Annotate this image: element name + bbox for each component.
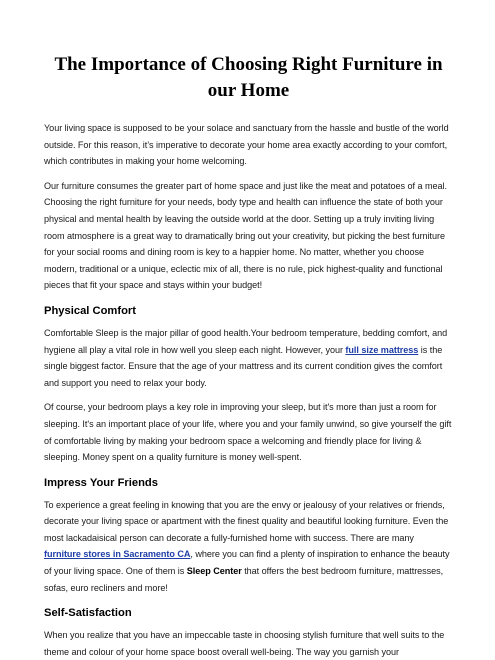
friends-text-before: To experience a great feeling in knowing that you are the envy or jealousy of your relatives or friends, decorate your living space or apartment with the finest quality and beautiful looking furniture. Even the most lackadaisical person can decorate a fully-furnished home with success. There are many bbox=[44, 499, 449, 543]
friends-text-after: that offers the best bedroom furniture, mattresses, sofas, euro recliners and more! bbox=[44, 566, 444, 593]
heading-impress-friends: Impress Your Friends bbox=[44, 476, 158, 489]
physical-text-before: Comfortable Sleep is the major pillar of good health.Your bedroom temperature, bedding comfort, and hygiene all play a vital role in how well you sleep each night. However, your bbox=[44, 327, 448, 355]
heading-self-satisfaction: Self-Satisfaction bbox=[44, 607, 132, 620]
physical-paragraph-1 bbox=[44, 325, 453, 391]
furniture-stores-link[interactable]: furniture stores in Sacramento CA bbox=[44, 549, 191, 560]
page-title: The Importance of Choosing Right Furniture in our Home bbox=[54, 54, 443, 101]
satisfaction-paragraph: When you realize that you have an impeccable taste in choosing stylish furniture that well suits to the theme and colour of your home space boost overall well-being. The way you garnish your bbox=[44, 630, 445, 657]
physical-text-after: is the single biggest factor. Ensure that the age of your mattress and its current condition gives the comfort and support you need to relax your body. bbox=[44, 344, 443, 388]
friends-text-mid: , where you can find a plenty of inspiration to enhance the beauty of your living space. One of them is bbox=[44, 549, 450, 577]
sleep-center-name: Sleep Center bbox=[186, 566, 242, 577]
physical-paragraph-2: Of course, your bedroom plays a key role in improving your sleep, but it's more than just a room for sleeping. It's an important place of your life, where you and your family unwind, so give yourself the gift of comfortable living by making your bedroom space a welcoming and friendly place for living & sleeping. Money spent on a quality furniture is money well-spent. bbox=[44, 402, 452, 463]
friends-paragraph bbox=[44, 497, 453, 597]
full-size-mattress-link[interactable]: full size mattress bbox=[345, 344, 419, 355]
intro-paragraph: Your living space is supposed to be your solace and sanctuary from the hassle and bustle of the world outside. For this reason, it’s imperative to decorate your home area exactly according to your comfort, which contributes in making your home welcoming. bbox=[44, 123, 449, 167]
furniture-paragraph: Our furniture consumes the greater part of home space and just like the meat and potatoes of a meal. Choosing the right furniture for your needs, body type and health can influence the state of both your physical and mental health by leaving the outside world at the door. Setting up a truly inviting living room atmosphere is a great way to dramatically bring out your creativity, but picking the best furniture for your social rooms and dining room is key to a happier home. No matter, whether you choose modern, traditional or a unique, eclectic mix of all, there is no rule, pick highest-quality and functional pieces that fit your space and stays within your budget! bbox=[44, 180, 447, 291]
heading-physical-comfort: Physical Comfort bbox=[44, 304, 137, 317]
